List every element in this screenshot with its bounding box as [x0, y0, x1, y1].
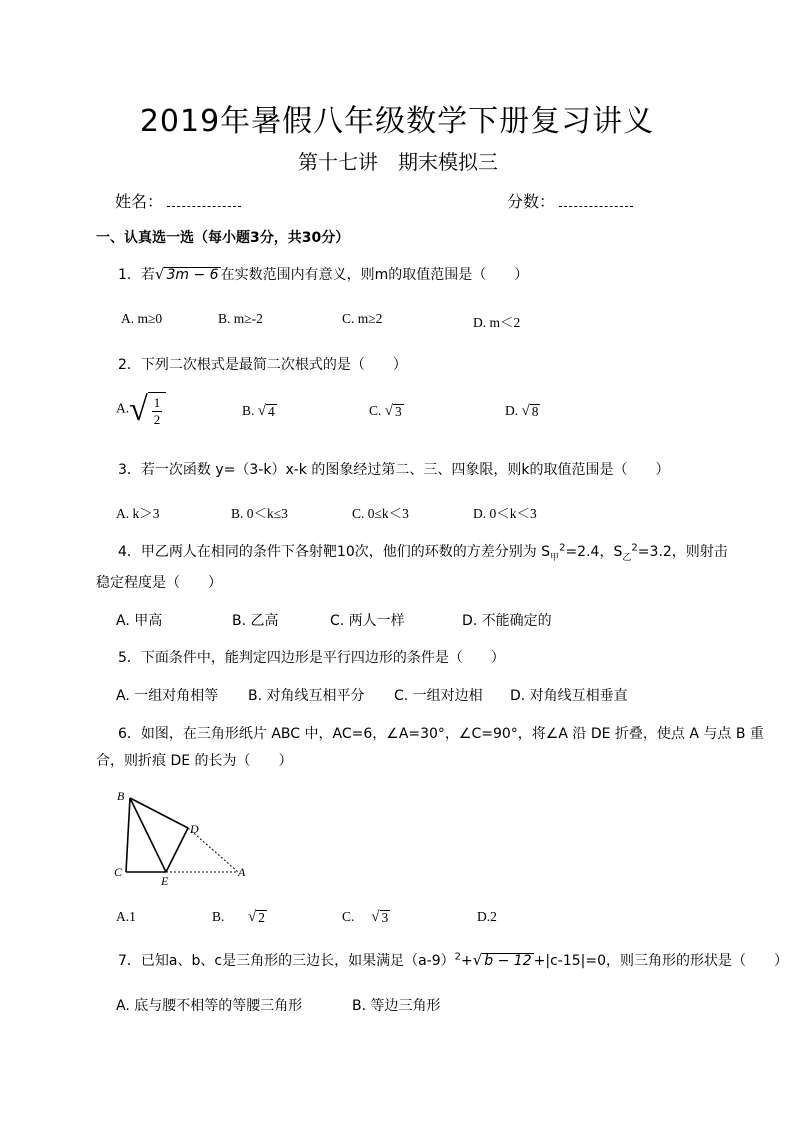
q2-a-sqrt: √ $\frac{1}{2}$ [129, 392, 166, 427]
score-label: 分数： [507, 192, 556, 211]
q2-d-label: D. [505, 403, 519, 418]
q7-sqrt: √ b − 12 [472, 950, 532, 969]
q7-text-a: 7．已知a、b、c是三角形的三边长，如果满足（a-9） [118, 953, 455, 969]
score-blank[interactable] [559, 194, 633, 207]
q7-text-b: + [460, 953, 473, 969]
q1-option-b[interactable]: B. m≥-2 [218, 311, 263, 326]
q6-triangle-figure [110, 788, 260, 888]
q4-sub-a: 甲 [550, 552, 560, 563]
side-bc [126, 798, 130, 872]
q7-option-b[interactable]: B. 等边三角形 [352, 998, 441, 1014]
question-3: 3．若一次函数 y=（3-k）x-k 的图象经过第二、三、四象限，则k的取值范围是（ ） [118, 462, 670, 478]
q1-sqrt: √ 3m − 6 [154, 264, 219, 283]
q6-b-label: B. [212, 909, 225, 924]
question-4-line2: 稳定程度是（ ） [96, 575, 222, 591]
crease-de [166, 828, 188, 872]
q1-prefix: 1．若 [118, 267, 155, 283]
question-1 [118, 264, 528, 284]
q1-option-d[interactable]: D. m＜2 [473, 315, 521, 330]
q6-c-radicand: 3 [381, 909, 389, 925]
q1-radicand: 3m − 6 [166, 266, 219, 283]
q6-option-a[interactable]: A.1 [116, 909, 136, 924]
question-2: 2．下列二次根式是最简二次根式的是（ ） [118, 357, 407, 373]
q6-option-d[interactable]: D.2 [477, 909, 497, 924]
q4-text-b: =2.4，S [565, 544, 623, 560]
q4-sup-a: 2 [559, 542, 566, 554]
label-c: C [114, 865, 123, 879]
label-b: B [117, 789, 125, 803]
q2-a-denominator: 2 [153, 411, 161, 427]
question-5: 5．下面条件中，能判定四边形是平行四边形的条件是（ ） [118, 650, 505, 666]
q4-option-a[interactable]: A. 甲高 [116, 613, 163, 629]
q4-option-d[interactable]: D. 不能确定的 [462, 613, 552, 629]
q7-radicand: b − 12 [484, 952, 532, 969]
name-blank[interactable] [167, 194, 241, 207]
label-e: E [161, 874, 169, 888]
q4-sub-b: 乙 [622, 552, 632, 563]
name-field[interactable] [115, 189, 241, 212]
q5-option-d[interactable]: D. 对角线互相垂直 [510, 688, 628, 704]
q2-option-b[interactable]: B. √ 4 [242, 402, 275, 419]
section-heading: 一、认真选一选（每小题3分，共30分） [96, 230, 350, 246]
question-4 [118, 541, 728, 563]
page-title: 2019年暑假八年级数学下册复习讲义 [139, 104, 655, 139]
q7-option-a[interactable]: A. 底与腰不相等的等腰三角形 [116, 998, 303, 1014]
q6-c-label: C. [342, 909, 355, 924]
q7-sup: 2 [454, 951, 461, 963]
q2-a-fraction [148, 392, 167, 427]
q2-c-label: C. [369, 403, 382, 418]
q3-option-c[interactable]: C. 0≤k＜3 [352, 506, 409, 521]
q5-option-c[interactable]: C. 一组对边相 [394, 688, 483, 704]
q1-option-a[interactable]: A. m≥0 [121, 311, 163, 326]
question-7 [118, 950, 788, 970]
question-6: 6．如图，在三角形纸片 ABC 中，AC=6，∠A=30°，∠C=90°，将∠A 沿 DE 折叠，使点 A 与点 B 重 [118, 726, 764, 742]
lecture-subtitle: 第十七讲 期末模拟三 [298, 150, 498, 174]
q4-text-c: =3.2，则射击 [637, 544, 728, 560]
q2-option-c[interactable]: C. √ 3 [369, 402, 402, 419]
name-label: 姓名： [115, 192, 164, 211]
q4-option-b[interactable]: B. 乙高 [232, 613, 279, 629]
q3-option-a[interactable]: A. k＞3 [116, 506, 160, 521]
side-bd [130, 798, 188, 828]
q5-option-b[interactable]: B. 对角线互相平分 [248, 688, 365, 704]
q2-a-numerator: 1 [153, 395, 161, 410]
q5-option-a[interactable]: A. 一组对角相等 [116, 688, 219, 704]
q4-text-a: 4．甲乙两人在相同的条件下各射靶10次，他们的环数的方差分别为 S [118, 544, 551, 560]
q2-b-radicand: 4 [268, 403, 275, 419]
q2-a-label: A. [116, 400, 130, 416]
q3-option-d[interactable]: D. 0＜k＜3 [473, 506, 537, 521]
q2-b-label: B. [242, 403, 255, 418]
q1-text: 在实数范围内有意义，则m的取值范围是（ ） [220, 267, 529, 283]
q4-sup-b: 2 [631, 542, 638, 554]
q6-option-c[interactable]: C. √ 3 [342, 908, 389, 925]
segment-be [130, 798, 166, 872]
q2-d-radicand: 8 [531, 403, 539, 419]
q3-option-b[interactable]: B. 0＜k≤3 [231, 506, 288, 521]
q1-option-c[interactable]: C. m≥2 [342, 311, 383, 326]
q2-c-radicand: 3 [395, 403, 402, 419]
score-field[interactable] [507, 189, 633, 212]
q2-option-a[interactable] [116, 392, 166, 427]
q6-option-b[interactable]: B. √ 2 [212, 908, 265, 925]
q7-text-c: +|c-15|=0，则三角形的形状是（ ） [533, 953, 788, 969]
label-d: D [190, 822, 199, 836]
label-a: A [238, 865, 246, 879]
q4-option-c[interactable]: C. 两人一样 [330, 613, 405, 629]
q6-b-radicand: 2 [258, 909, 265, 925]
question-6-line2: 合，则折痕 DE 的长为（ ） [96, 753, 293, 769]
q2-option-d[interactable]: D. √ 8 [505, 402, 539, 419]
